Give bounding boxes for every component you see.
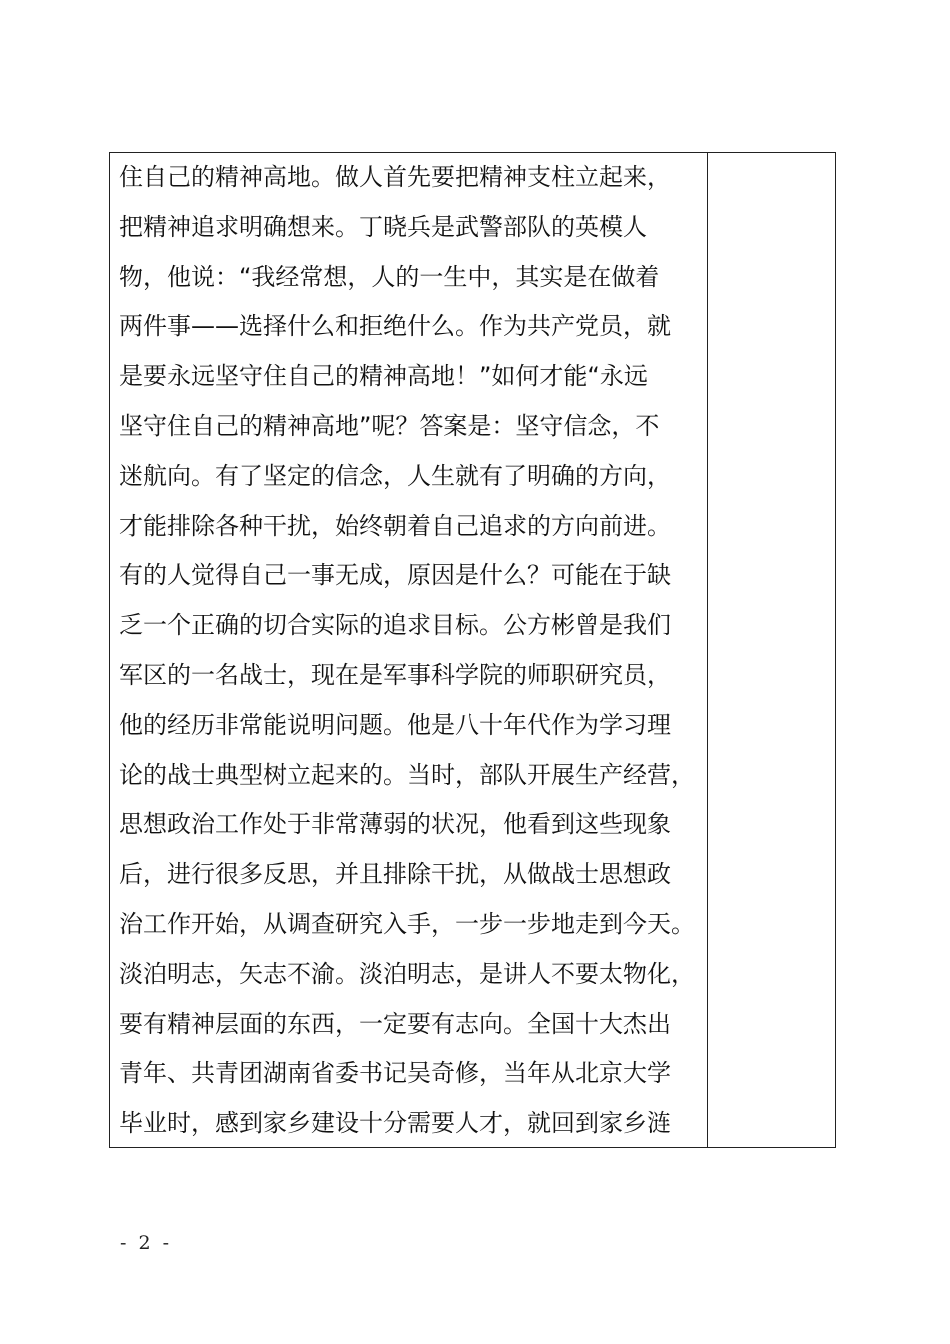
- text-line-17: 淡泊明志，矢志不渝。淡泊明志，是讲人不要太物化，: [119, 959, 695, 988]
- text-line-20: 毕业时，感到家乡建设十分需要人才，就回到家乡涟: [119, 1109, 671, 1138]
- text-line-3: 物，他说：“我经常想，人的一生中，其实是在做着: [119, 262, 660, 291]
- text-line-18: 要有精神层面的东西，一定要有志向。全国十大杰出: [119, 1009, 671, 1038]
- text-cell: [110, 153, 708, 1147]
- text-line-13: 论的战士典型树立起来的。当时，部队开展生产经营，: [119, 760, 695, 789]
- text-line-10: 乏一个正确的切合实际的追求目标。公方彬曾是我们: [119, 611, 671, 640]
- content-table: [109, 152, 836, 1148]
- text-line-6: 坚守住自己的精神高地”呢？答案是：坚守信念，不: [119, 411, 660, 440]
- text-line-4: 两件事——选择什么和拒绝什么。作为共产党员，就: [119, 312, 671, 341]
- text-line-11: 军区的一名战士，现在是军事科学院的师职研究员，: [119, 660, 671, 689]
- text-line-8: 才能排除各种干扰，始终朝着自己追求的方向前进。: [119, 511, 671, 540]
- page-number: - 2 -: [120, 1232, 173, 1254]
- text-line-16: 治工作开始，从调查研究入手，一步一步地走到今天。: [119, 909, 695, 938]
- text-line-5: 是要永远坚守住自己的精神高地！”如何才能“永远: [119, 362, 648, 391]
- text-line-1: 住自己的精神高地。做人首先要把精神支柱立起来，: [119, 163, 671, 191]
- text-line-14: 思想政治工作处于非常薄弱的状况，他看到这些现象: [119, 810, 671, 839]
- text-line-15: 后，进行很多反思，并且排除干扰，从做战士思想政: [119, 860, 671, 889]
- text-line-19: 青年、共青团湖南省委书记吴奇修，当年从北京大学: [119, 1059, 671, 1088]
- text-line-9: 有的人觉得自己一事无成，原因是什么？可能在于缺: [119, 561, 671, 590]
- text-line-12: 他的经历非常能说明问题。他是八十年代作为学习理: [119, 710, 671, 739]
- text-line-7: 迷航向。有了坚定的信念，人生就有了明确的方向，: [119, 461, 671, 490]
- remarks-cell: [708, 153, 835, 1147]
- text-line-2: 把精神追求明确想来。丁晓兵是武警部队的英模人: [119, 212, 647, 241]
